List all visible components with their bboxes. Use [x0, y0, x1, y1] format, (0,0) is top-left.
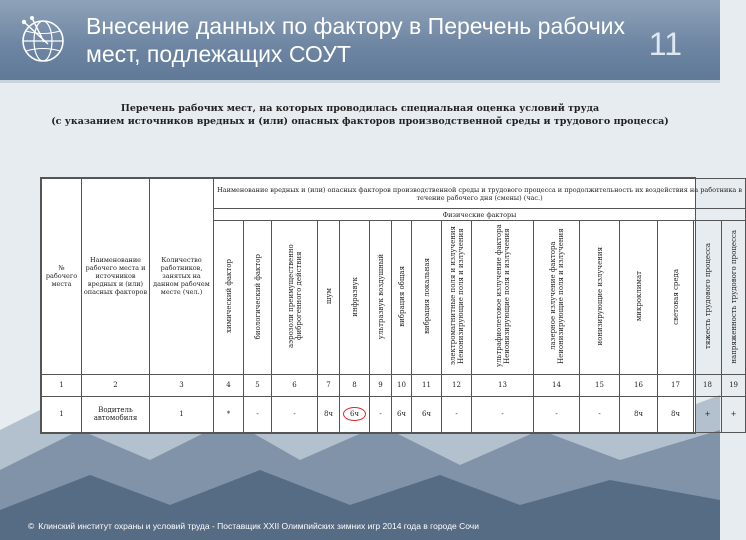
header-factors: Наименование вредных и (или) опасных факторов производственной среды и трудового процесса и продолжительность их воздействия на работника в течение рабочего дня (смены) (час.)	[214, 179, 746, 209]
data-cell: 8ч	[620, 396, 658, 432]
data-cell: -	[272, 396, 318, 432]
number-cell: 2	[82, 374, 150, 396]
data-cell: -	[472, 396, 534, 432]
number-cell: 15	[580, 374, 620, 396]
header-count: Количество работников, занятых на данном рабочем месте (чел.)	[150, 179, 214, 375]
data-cell: 6ч	[392, 396, 412, 432]
subtitle-line-2: (с указанием источников вредных и (или) опасных факторов производственной среды и трудового процесса)	[51, 116, 669, 127]
number-cell: 16	[620, 374, 658, 396]
data-cell-name: Водитель автомобиля	[82, 396, 150, 432]
number-cell: 1	[42, 374, 82, 396]
slide-footer	[28, 521, 483, 531]
number-cell: 6	[272, 374, 318, 396]
number-cell: 13	[472, 374, 534, 396]
data-cell: -	[534, 396, 580, 432]
factor-header: химический фактор	[214, 221, 244, 375]
factor-header: ультразвук воздушный	[370, 221, 392, 375]
header-physical: Физические факторы	[214, 209, 746, 221]
slide-title: Внесение данных по фактору в Перечень рабочих мест, подлежащих СОУТ	[86, 13, 626, 67]
footer-text: Клинский институт охраны и условий труда - Поставщик XXII Олимпийских зимних игр 2014 года в городе Сочи	[38, 521, 479, 531]
number-cell: 3	[150, 374, 214, 396]
number-cell: 7	[318, 374, 340, 396]
data-cell: *	[214, 396, 244, 432]
data-cell: +	[722, 396, 746, 432]
number-cell: 17	[658, 374, 694, 396]
number-cell: 14	[534, 374, 580, 396]
factor-header: микроклимат	[620, 221, 658, 375]
factor-header: биологический фактор	[244, 221, 272, 375]
data-cell: -	[580, 396, 620, 432]
subtitle-line-1: Перечень рабочих мест, на которых проводилась специальная оценка условий труда	[120, 103, 600, 114]
copyright-icon: ©	[28, 521, 35, 531]
number-cell: 4	[214, 374, 244, 396]
number-cell: 19	[722, 374, 746, 396]
factor-header: вибрация локальная	[412, 221, 442, 375]
factor-header: ультрафиолетовое излучение фактора Неионизирующие поля и излучения	[472, 221, 534, 375]
factor-header: вибрация общая	[392, 221, 412, 375]
factor-header: ионизирующие излучения	[580, 221, 620, 375]
factor-header: тяжесть трудового процесса	[694, 221, 722, 375]
factor-header: напряженность трудового процесса	[722, 221, 746, 375]
data-cell: +	[694, 396, 722, 432]
header-name: Наименование рабочего места и источников вредных и (или) опасных факторов	[82, 179, 150, 375]
document-subtitle	[20, 102, 700, 128]
number-cell: 12	[442, 374, 472, 396]
number-cell: 9	[370, 374, 392, 396]
workplace-table	[40, 177, 742, 434]
factor-header: инфразвук	[340, 221, 370, 375]
factor-header: аэрозоли преимущественно фиброгенного действия	[272, 221, 318, 375]
slide-number: 11	[648, 26, 682, 62]
data-cell-highlighted	[340, 396, 370, 432]
data-cell: 8ч	[318, 396, 340, 432]
number-cell: 11	[412, 374, 442, 396]
data-cell: -	[244, 396, 272, 432]
factor-header: световая среда	[658, 221, 694, 375]
header-num: № рабочего места	[42, 179, 82, 375]
highlight-circle: 6ч	[343, 407, 366, 421]
number-cell: 18	[694, 374, 722, 396]
data-cell: 8ч	[658, 396, 694, 432]
data-cell: -	[442, 396, 472, 432]
factor-header: лазерное излучение фактора Неионизирующие поля и излучения	[534, 221, 580, 375]
number-cell: 8	[340, 374, 370, 396]
data-cell: 6ч	[412, 396, 442, 432]
data-cell-num: 1	[42, 396, 82, 432]
factor-header: электромагнитные поля и излучения Неионизирующие поля и излучения	[442, 221, 472, 375]
factor-header: шум	[318, 221, 340, 375]
globe-logo-icon	[18, 14, 68, 68]
header-divider	[0, 80, 720, 83]
number-cell: 10	[392, 374, 412, 396]
data-cell: -	[370, 396, 392, 432]
data-cell-count: 1	[150, 396, 214, 432]
number-cell: 5	[244, 374, 272, 396]
